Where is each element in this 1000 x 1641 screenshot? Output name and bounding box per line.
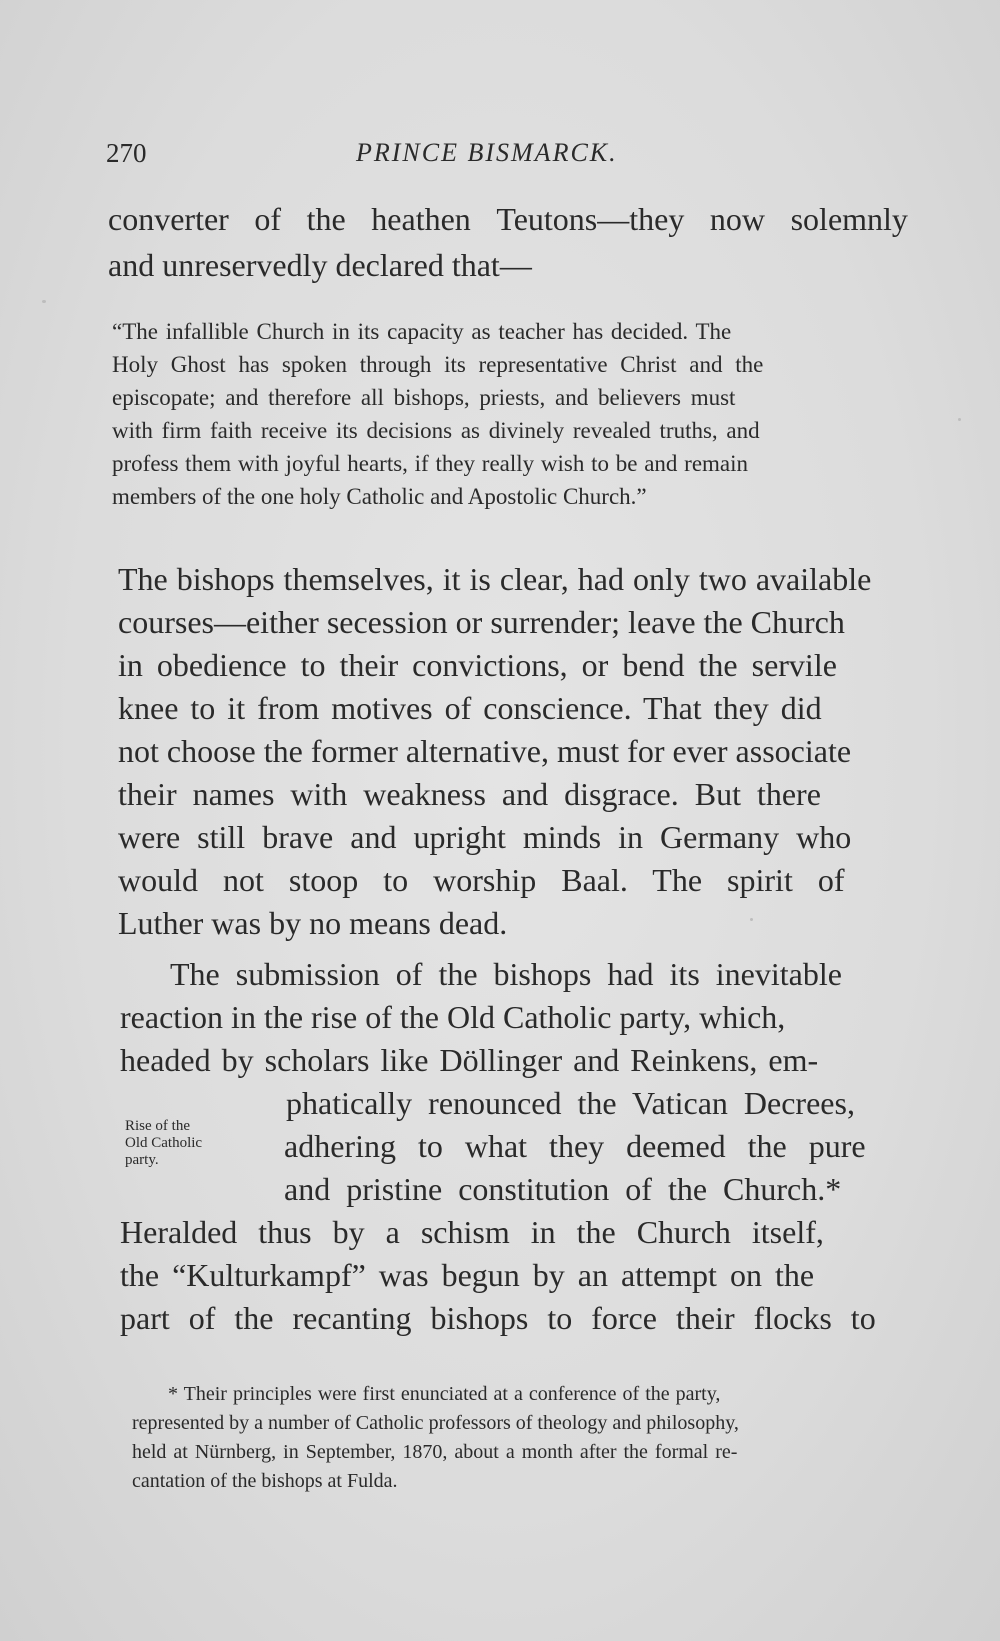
- margin-note-line: party.: [125, 1152, 159, 1168]
- text-line: reaction in the rise of the Old Catholic party, which,: [120, 999, 786, 1035]
- text-line: and unreservedly declared that—: [108, 247, 532, 283]
- text-line: adhering to what they deemed the pure: [284, 1128, 866, 1164]
- footnote-line: represented by a number of Catholic professors of theology and philosophy,: [132, 1412, 739, 1434]
- text-line: not choose the former alternative, must for ever associate: [118, 733, 852, 769]
- footnote-line: cantation of the bishops at Fulda.: [132, 1470, 398, 1492]
- page-number: 270: [106, 138, 147, 168]
- paper-speck: [958, 418, 961, 421]
- text-line: and pristine constitution of the Church.*: [284, 1171, 842, 1207]
- paper-speck: [42, 300, 46, 303]
- quote-line: episcopate; and therefore all bishops, priests, and believers must: [112, 385, 736, 410]
- text-line: The submission of the bishops had its inevitable: [170, 956, 842, 992]
- footnote-line: * Their principles were first enunciated at a conference of the party,: [168, 1383, 721, 1405]
- text-line: converter of the heathen Teutons—they now solemnly: [108, 201, 908, 237]
- running-title: PRINCE BISMARCK.: [356, 138, 618, 167]
- text-line: the “Kulturkampf” was begun by an attempt on the: [120, 1257, 815, 1293]
- quote-line: members of the one holy Catholic and Apostolic Church.”: [112, 484, 647, 509]
- text-line: phatically renounced the Vatican Decrees,: [286, 1085, 855, 1121]
- text-line: knee to it from motives of conscience. That they did: [118, 690, 822, 726]
- paper-speck: [750, 918, 753, 921]
- text-line: their names with weakness and disgrace. But there: [118, 776, 821, 812]
- margin-note-line: Old Catholic: [125, 1135, 203, 1151]
- margin-note-line: Rise of the: [125, 1118, 190, 1134]
- text-line: in obedience to their convictions, or bend the servile: [118, 647, 837, 683]
- text-line: part of the recanting bishops to force their flocks to: [120, 1300, 876, 1336]
- text-line: Luther was by no means dead.: [118, 905, 508, 941]
- text-line: were still brave and upright minds in Germany who: [118, 819, 852, 855]
- margin-note: [125, 1118, 265, 1169]
- text-line: would not stoop to worship Baal. The spirit of: [118, 862, 845, 898]
- text-line: headed by scholars like Döllinger and Reinkens, em-: [120, 1042, 819, 1078]
- text-line: Heralded thus by a schism in the Church itself,: [120, 1214, 824, 1250]
- quote-line: profess them with joyful hearts, if they really wish to be and remain: [112, 451, 749, 476]
- quote-line: Holy Ghost has spoken through its representative Christ and the: [112, 352, 764, 377]
- text-line: courses—either secession or surrender; leave the Church: [118, 604, 845, 640]
- text-line: The bishops themselves, it is clear, had only two available: [118, 561, 872, 597]
- running-head: [106, 138, 918, 178]
- quote-line: “The infallible Church in its capacity as teacher has decided. The: [112, 319, 732, 344]
- quote-line: with firm faith receive its decisions as divinely revealed truths, and: [112, 418, 760, 443]
- footnote-line: held at Nürnberg, in September, 1870, about a month after the formal re-: [132, 1441, 738, 1463]
